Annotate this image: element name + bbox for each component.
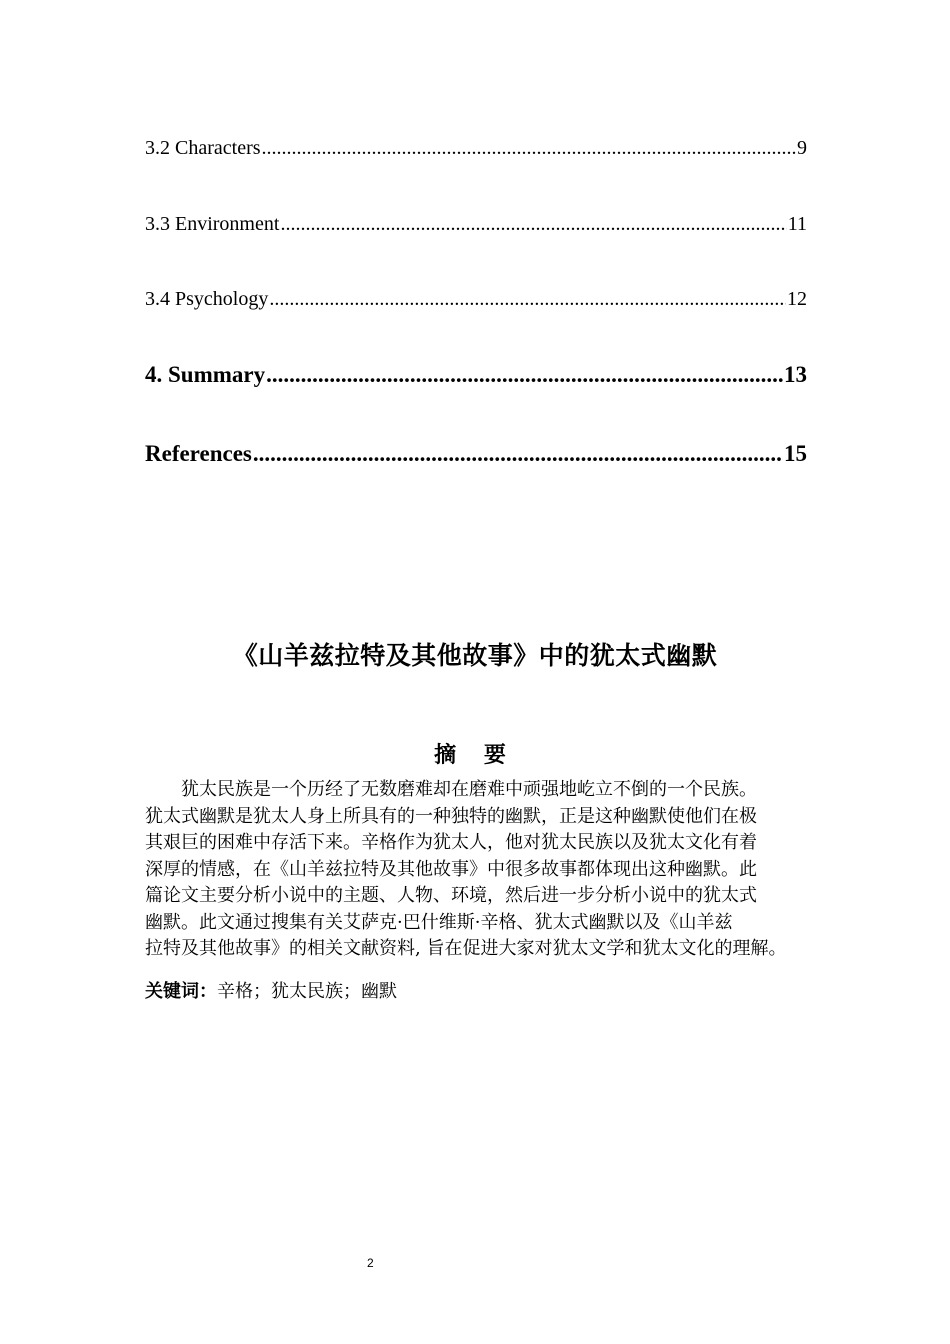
toc-entry-summary[interactable]: [145, 362, 807, 388]
abstract-body: [145, 777, 813, 963]
paper-title: 《山羊兹拉特及其他故事》中的犹太式幽默: [232, 641, 718, 670]
toc-leader-dots: [269, 288, 786, 311]
abstract-heading: 摘 要: [434, 743, 516, 768]
toc-entry-psychology[interactable]: [145, 288, 807, 311]
toc-entry-label: 4. Summary: [145, 362, 266, 387]
toc-leader-dots: [266, 362, 783, 388]
page-number: 2: [367, 1256, 374, 1270]
abstract-line: 篇论文主要分析小说中的主题、人物、环境，然后进一步分析小说中的犹太式: [145, 885, 757, 906]
abstract-line: 其艰巨的困难中存活下来。辛格作为犹太人，他对犹太民族以及犹太文化有着: [145, 832, 757, 853]
toc-entry-label: 3.3 Environment: [145, 213, 280, 235]
toc-entry-label: 3.2 Characters: [145, 137, 261, 159]
toc-leader-dots: [253, 441, 783, 467]
abstract-line: 拉特及其他故事》的相关文献资料, 旨在促进大家对犹太文学和犹太文化的理解。: [145, 938, 787, 959]
abstract-line: 幽默。此文通过搜集有关艾萨克·巴什维斯·辛格、犹太式幽默以及《山羊兹: [145, 911, 733, 933]
toc-entry-page: 9: [797, 137, 807, 159]
toc-entry-page: 11: [787, 213, 807, 235]
abstract-line: 犹太式幽默是犹太人身上所具有的一种独特的幽默，正是这种幽默使他们在极: [145, 805, 757, 827]
abstract-line: 深厚的情感，在《山羊兹拉特及其他故事》中很多故事都体现出这种幽默。此: [145, 858, 757, 880]
toc-entry-page: 12: [787, 288, 807, 310]
toc-entry-label: 3.4 Psychology: [145, 288, 269, 310]
toc-entry-page: 13: [784, 362, 807, 387]
keywords-value: 辛格；犹太民族；幽默: [217, 981, 397, 1002]
keywords: [145, 977, 397, 1003]
toc-leader-dots: [280, 213, 786, 236]
toc-entry-characters[interactable]: [145, 137, 807, 160]
abstract-line: 犹太民族是一个历经了无数磨难却在磨难中顽强地屹立不倒的一个民族。: [181, 779, 757, 800]
toc-entry-label: References: [145, 441, 252, 466]
toc-leader-dots: [262, 137, 796, 160]
keywords-label: 关键词：: [145, 981, 217, 1002]
toc-entry-references[interactable]: [145, 441, 807, 467]
toc-entry-page: 15: [784, 441, 807, 466]
toc-entry-environment[interactable]: [145, 213, 807, 236]
